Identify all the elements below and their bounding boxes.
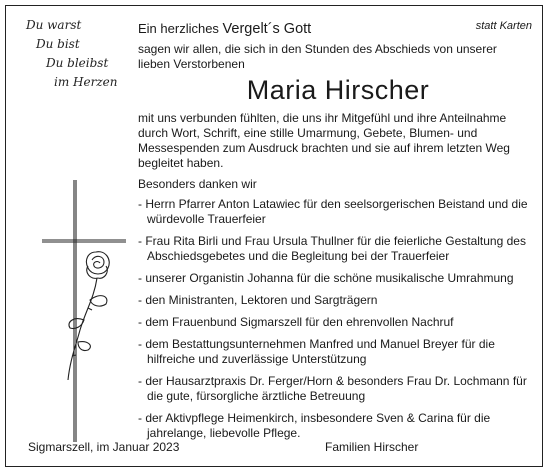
thanks-item: - dem Bestattungsunternehmen Manfred und Manuel Breyer für die hilfreiche und zuverlässige Unterstützung bbox=[138, 337, 495, 366]
place-date: Sigmarszell, im Januar 2023 bbox=[28, 440, 180, 454]
header-emphasis: Vergelt´s Gott bbox=[222, 21, 312, 37]
cross-rose-icon bbox=[40, 180, 130, 450]
cross-with-rose-illustration bbox=[40, 180, 130, 450]
body-paragraph: mit uns verbunden fühlten, die uns ihr Mitgefühl und ihre Anteilnahme durch Wort, Schrift, eine stille Umarmung, Gebete, Blumen- und Messespenden zum Ausdruck brachten und sie auf ihrem letzten Weg begleitet haben. bbox=[138, 111, 510, 170]
thanks-item: - dem Frauenbund Sigmarszell für den ehrenvollen Nachruf bbox=[138, 315, 454, 329]
thanks-item: - Frau Rita Birli und Frau Ursula Thullner für die feierliche Gestaltung des Abschiedsgebetes und die Begleitung bei der Trauerfeier bbox=[138, 234, 526, 263]
thanks-item: - unserer Organistin Johanna für die schöne musikalische Umrahmung bbox=[138, 271, 514, 285]
intro-text: sagen wir allen, die sich in den Stunden des Abschieds von unserer lieben Verstorbenen bbox=[138, 42, 497, 71]
thanks-item: - der Aktivpflege Heimenkirch, insbesondere Sven & Carina für die jahrelange, liebevolle Pflege. bbox=[138, 411, 491, 440]
thanks-list bbox=[138, 197, 533, 441]
deceased-name: Maria Hirscher bbox=[246, 75, 430, 105]
thanks-item: - Herrn Pfarrer Anton Latawiec für den seelsorgerischen Beistand und die würdevolle Trauerfeier bbox=[138, 197, 528, 226]
poem-line-3: Du bleibst bbox=[46, 56, 109, 70]
thanks-item: - der Hausarztpraxis Dr. Ferger/Horn & besonders Frau Dr. Lochmann für die gute, fürsorgliche ärztliche Betreuung bbox=[138, 374, 527, 403]
poem-line-2: Du bist bbox=[36, 37, 80, 51]
header-line bbox=[138, 21, 311, 37]
signature: Familien Hirscher bbox=[325, 440, 419, 454]
poem bbox=[26, 16, 126, 92]
poem-line-1: Du warst bbox=[26, 18, 82, 32]
poem-line-4: im Herzen bbox=[54, 75, 118, 89]
statt-karten-label: statt Karten bbox=[475, 20, 532, 32]
header-prefix: Ein herzliches bbox=[138, 21, 223, 36]
special-thanks-heading: Besonders danken wir bbox=[138, 177, 257, 191]
thanks-item: - den Ministranten, Lektoren und Sargträgern bbox=[138, 293, 378, 307]
